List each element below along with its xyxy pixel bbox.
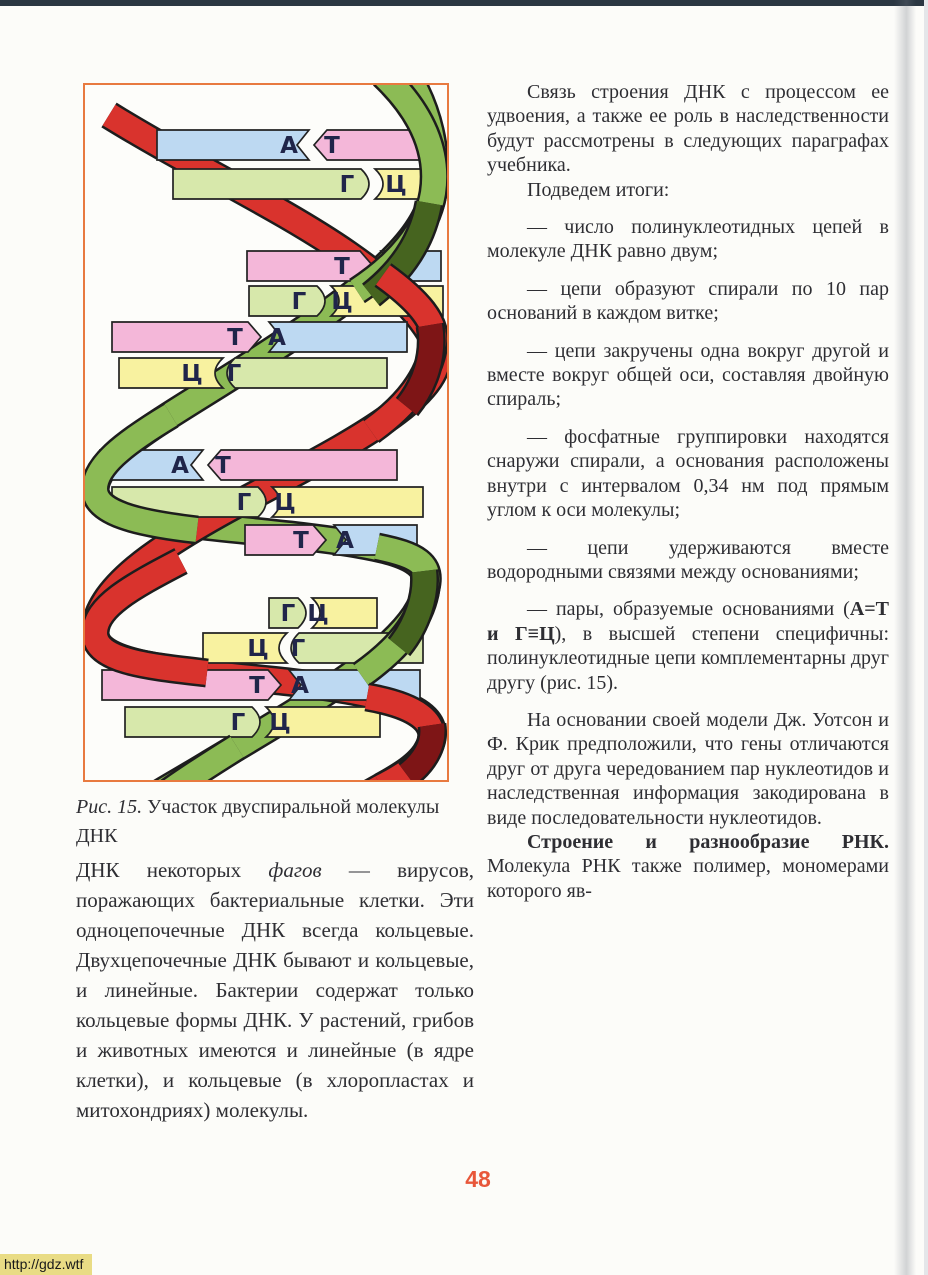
text-run: — пары, образуемые основаниями ( bbox=[527, 598, 850, 621]
dna-helix-figure bbox=[83, 83, 449, 782]
text-run: — число полинуклеотидных цепей в молекуле ДНК равно двум; bbox=[487, 216, 889, 263]
text-run: Рис. 15. bbox=[76, 796, 143, 818]
base-letter-Ц: Ц bbox=[247, 636, 269, 662]
base-letter-Ц: Ц bbox=[385, 172, 407, 198]
caption-text bbox=[76, 793, 474, 851]
base-letter-Г: Г bbox=[236, 490, 252, 516]
text-run: — цепи образуют спирали по 10 пар оснований в каждом витке; bbox=[487, 277, 889, 325]
dna-helix-drawing bbox=[85, 85, 447, 780]
text-run: На основании своей модели Дж. Уотсон и Ф. Крик предположили, что гены отличаются друг от друга чередованием пар нуклеотидов и наследственная информация закодирована в виде последовательности нуклеотидов. bbox=[487, 708, 889, 829]
base-letter-А: А bbox=[291, 673, 309, 699]
base-letter-Т: Т bbox=[227, 325, 243, 351]
text-run: ДНК некоторых bbox=[76, 858, 269, 882]
paragraph bbox=[76, 855, 474, 1125]
base-letter-Г: Г bbox=[339, 172, 355, 198]
base-segment-Ц bbox=[119, 358, 223, 388]
paragraph bbox=[487, 425, 889, 523]
text-run: фагов bbox=[268, 858, 322, 882]
text-run: Строение и разнообразие РНК. bbox=[527, 830, 889, 853]
base-segment-Ц bbox=[203, 633, 287, 663]
scan-top-edge bbox=[0, 0, 928, 6]
text-run: Участок двуспиральной молекулы ДНК bbox=[76, 796, 440, 847]
base-letter-Т: Т bbox=[334, 254, 350, 280]
base-letter-Ц: Ц bbox=[307, 601, 329, 627]
base-letter-Ц: Ц bbox=[181, 361, 203, 387]
paragraph bbox=[487, 178, 889, 202]
paragraph bbox=[487, 708, 889, 830]
paragraph bbox=[487, 536, 889, 585]
watermark-url: http://gdz.wtf bbox=[0, 1254, 92, 1275]
paragraph bbox=[487, 80, 889, 178]
base-letter-Г: Г bbox=[290, 636, 306, 662]
base-letter-Т: Т bbox=[324, 133, 340, 159]
base-letter-Г: Г bbox=[226, 361, 242, 387]
page-edge-shadow bbox=[894, 0, 920, 1275]
base-letter-Г: Г bbox=[291, 289, 307, 315]
left-text-column bbox=[76, 855, 474, 1125]
base-letter-Ц: Ц bbox=[331, 289, 353, 315]
text-run: Подведем итоги: bbox=[527, 178, 670, 201]
paragraph bbox=[487, 597, 889, 695]
base-segment-Г bbox=[249, 286, 325, 316]
base-letter-Ц: Ц bbox=[274, 490, 296, 516]
text-run: — цепи удерживаются вместе водородными связями между основаниями; bbox=[487, 536, 889, 583]
page-number: 48 bbox=[465, 1166, 491, 1192]
base-letter-А: А bbox=[171, 453, 189, 479]
paragraph bbox=[487, 277, 889, 326]
paragraph bbox=[487, 215, 889, 264]
text-run: Молекула РНК также полимер, мономерами которого яв- bbox=[487, 855, 889, 902]
base-letter-Т: Т bbox=[249, 673, 265, 699]
text-run: — фосфатные группировки находятся снаружи спирали, а основания расположены внутри с интервалом 0,34 нм под прямым углом к оси молекулы; bbox=[487, 425, 889, 522]
base-letter-А: А bbox=[280, 133, 298, 159]
base-letter-Г: Г bbox=[280, 601, 296, 627]
text-run: А=Т и Г≡Ц bbox=[487, 598, 889, 645]
base-segment-Т bbox=[245, 525, 326, 555]
text-run: ), в высшей степени специфичны: полинуклеотидные цепи комплементарны друг другу (рис. 15). bbox=[487, 622, 889, 694]
base-letter-Т: Т bbox=[293, 528, 309, 554]
right-text-column bbox=[487, 80, 889, 903]
text-run: — вирусов, поражающих бактериальные клетки. Эти одноцепочечные ДНК всегда кольцевые. Двухцепочечные ДНК бывают и кольцевые, и линейные. Бактерии содержат только кольцевые формы ДНК. У растений, грибов и животных имеются и линейные (в ядре клетки), и кольцевые (в хлоропластах и митохондриях) молекулы. bbox=[76, 858, 474, 1122]
paragraph bbox=[487, 339, 889, 412]
page-edge-line bbox=[924, 0, 928, 1275]
base-letter-Т: Т bbox=[215, 453, 231, 479]
base-segment-Т bbox=[208, 450, 397, 480]
base-letter-Г: Г bbox=[230, 710, 246, 736]
figure-caption bbox=[76, 793, 474, 851]
base-segment-А bbox=[269, 322, 407, 352]
text-run: — цепи закручены одна вокруг другой и вместе вокруг общей оси, составляя двойную спираль; bbox=[487, 339, 889, 411]
base-letter-А: А bbox=[336, 528, 354, 554]
base-letter-А: А bbox=[380, 254, 398, 280]
base-letter-А: А bbox=[268, 325, 286, 351]
base-segment-Г bbox=[227, 358, 387, 388]
text-run: Связь строения ДНК с процессом ее удвоения, а также ее роль в наследственности будут рассмотрены в следующих параграфах учебника. bbox=[487, 81, 889, 177]
base-letter-Ц: Ц bbox=[269, 710, 291, 736]
paragraph bbox=[487, 830, 889, 903]
